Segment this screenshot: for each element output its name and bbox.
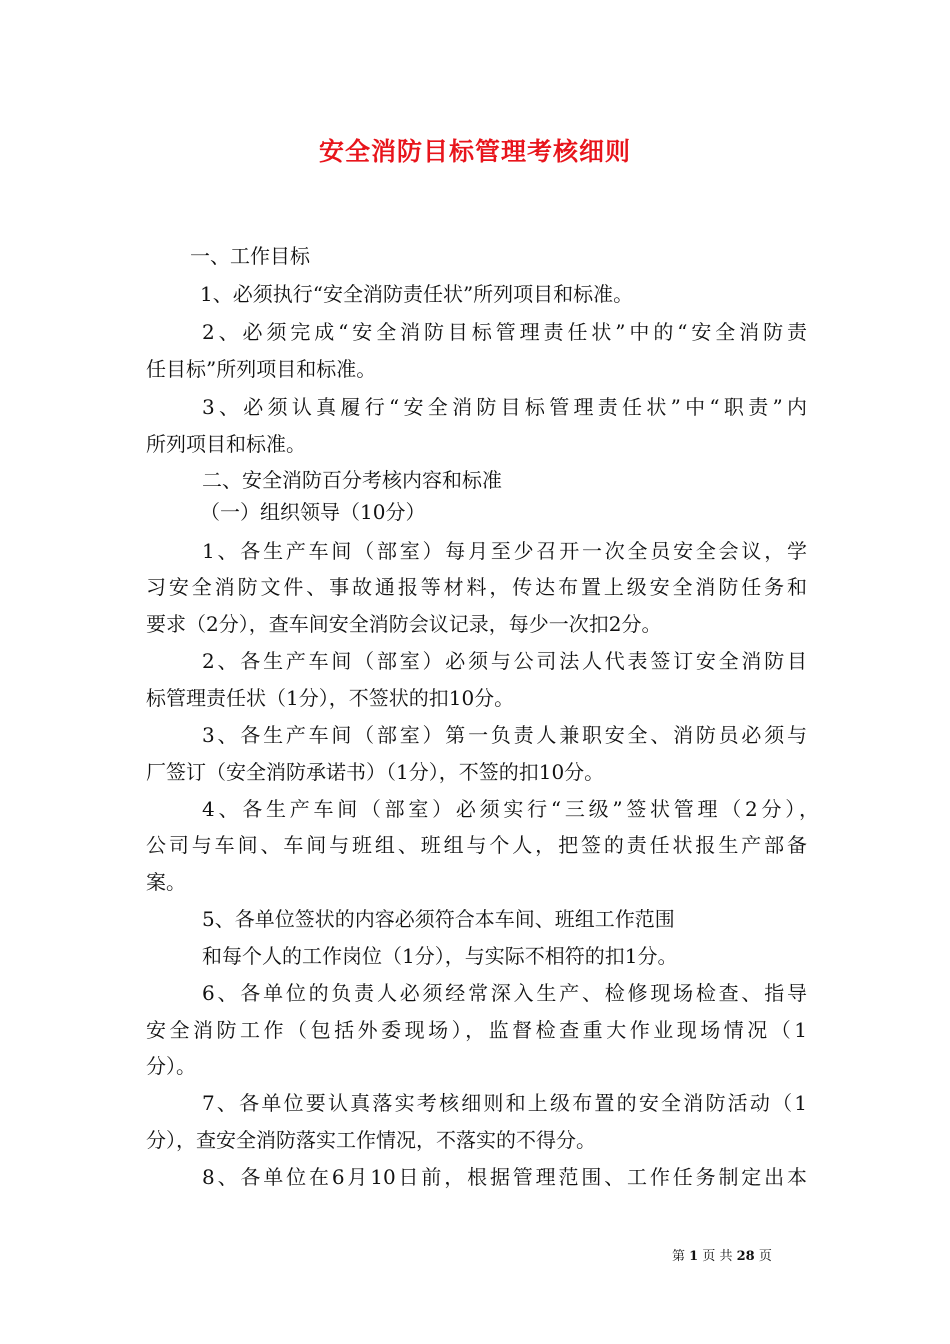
paragraph-line: 6、各单位的负责人必须经常深入生产、检修现场检查、指导 — [202, 981, 807, 1005]
subsection-heading: （一）组织领导（10分） — [200, 500, 426, 524]
footer-suffix: 页 — [758, 1249, 772, 1264]
paragraph-line: 7、各单位要认真落实考核细则和上级布置的安全消防活动（1 — [202, 1091, 807, 1115]
paragraph-line: 习安全消防文件、事故通报等材料，传达布置上级安全消防任务和 — [146, 575, 807, 599]
paragraph-line: 5、各单位签状的内容必须符合本车间、班组工作范围 — [202, 907, 675, 931]
current-page-number: 1 — [689, 1249, 699, 1264]
paragraph-line: 8、各单位在6月10日前，根据管理范围、工作任务制定出本 — [202, 1165, 807, 1189]
section-heading: 二、安全消防百分考核内容和标准 — [202, 468, 502, 492]
paragraph-line: 公司与车间、车间与班组、班组与个人，把签的责任状报生产部备 — [146, 833, 807, 857]
paragraph-line: 厂签订（安全消防承诺书）（1分），不签的扣10分。 — [146, 760, 605, 784]
footer-middle: 页 共 — [702, 1249, 733, 1264]
paragraph-line: 所列项目和标准。 — [146, 432, 306, 456]
paragraph-line: 分），查安全消防落实工作情况，不落实的不得分。 — [146, 1128, 596, 1152]
paragraph-line: 2、各生产车间（部室）必须与公司法人代表签订安全消防目 — [202, 649, 807, 673]
paragraph-line: 2、必须完成“安全消防目标管理责任状”中的“安全消防责 — [202, 320, 807, 344]
page-title: 安全消防目标管理考核细则 — [318, 137, 631, 166]
footer-prefix: 第 — [672, 1249, 686, 1264]
paragraph-line: 1、各生产车间（部室）每月至少召开一次全员安全会议，学 — [202, 539, 807, 563]
page-footer — [672, 1245, 772, 1264]
paragraph-line: 安全消防工作（包括外委现场），监督检查重大作业现场情况（1 — [146, 1018, 807, 1042]
paragraph-line: 要求（2分），查车间安全消防会议记录，每少一次扣2分。 — [146, 612, 662, 636]
paragraph-line: 案。 — [146, 870, 186, 894]
paragraph-line: 3、各生产车间（部室）第一负责人兼职安全、消防员必须与 — [202, 723, 807, 747]
paragraph-line: 3、必须认真履行“安全消防目标管理责任状”中“职责”内 — [202, 395, 807, 419]
paragraph-line: 分）。 — [146, 1054, 196, 1078]
section-heading: 一、工作目标 — [190, 244, 310, 268]
paragraph-line: 任目标”所列项目和标准。 — [146, 357, 377, 381]
paragraph-line: 和每个人的工作岗位（1分），与实际不相符的扣1分。 — [202, 944, 678, 968]
paragraph-line: 标管理责任状（1分），不签状的扣10分。 — [146, 686, 515, 710]
paragraph-line: 4、各生产车间（部室）必须实行“三级”签状管理（2分）， — [202, 797, 819, 821]
paragraph-line: 1、必须执行“安全消防责任状”所列项目和标准。 — [200, 282, 634, 306]
total-page-count: 28 — [736, 1249, 755, 1264]
